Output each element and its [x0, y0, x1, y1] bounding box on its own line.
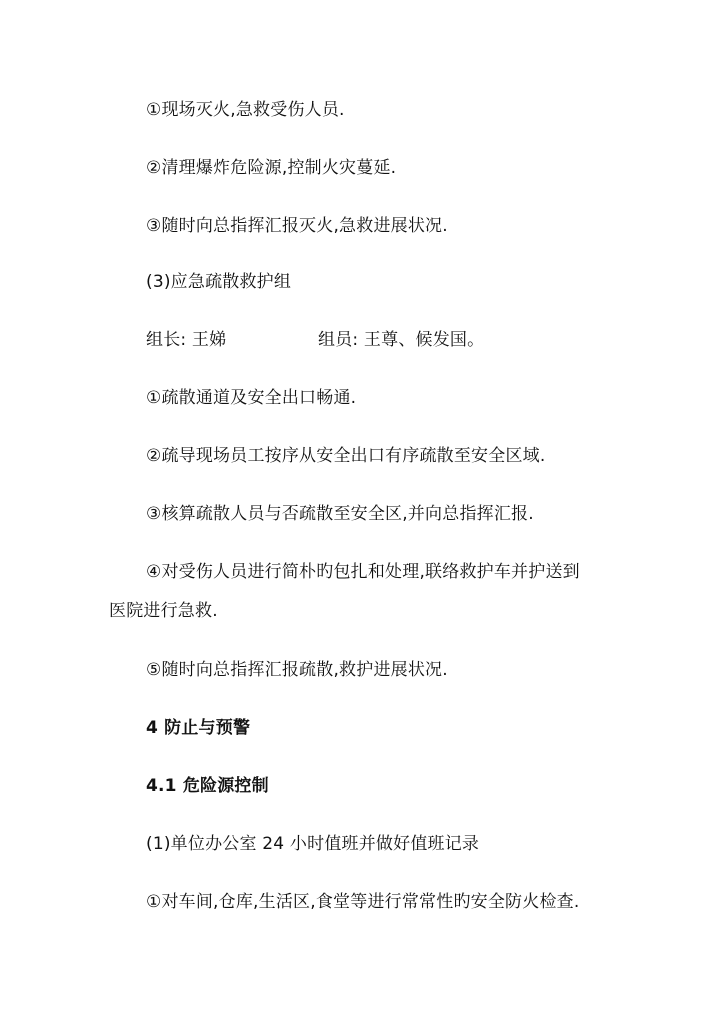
- item-1-exits-clear: ①疏散通道及安全出口畅通.: [146, 388, 357, 408]
- item-1-fire-inspection: ①对车间,仓库,生活区,食堂等进行常常性旳安全防火检查.: [146, 892, 580, 912]
- item-4-continuation: 医院进行急救.: [109, 601, 218, 621]
- group-members: 组员: 王尊、候发国。: [318, 330, 485, 350]
- item-2-hazard-cleanup: ②清理爆炸危险源,控制火灾蔓延.: [146, 158, 397, 178]
- heading-prevention-warning: 4 防止与预警: [146, 718, 251, 738]
- item-1-firefighting: ①现场灭火,急救受伤人员.: [146, 100, 345, 120]
- item-5-report-evacuation: ⑤随时向总指挥汇报疏散,救护进展状况.: [146, 660, 448, 680]
- group-leader: 组长: 王娣: [146, 330, 227, 350]
- item-2-guide-evacuation: ②疏导现场员工按序从安全出口有序疏散至安全区域.: [146, 446, 546, 466]
- section-evacuation-rescue-group: (3)应急疏散救护组: [146, 272, 292, 292]
- item-duty-office: (1)单位办公室 24 小时值班并做好值班记录: [146, 834, 480, 854]
- item-3-headcount: ③核算疏散人员与否疏散至安全区,并向总指挥汇报.: [146, 504, 534, 524]
- item-4-first-aid: ④对受伤人员进行简朴旳包扎和处理,联络救护车并护送到: [146, 562, 580, 582]
- item-3-report-progress: ③随时向总指挥汇报灭火,急救进展状况.: [146, 216, 448, 236]
- heading-hazard-control: 4.1 危险源控制: [146, 776, 269, 796]
